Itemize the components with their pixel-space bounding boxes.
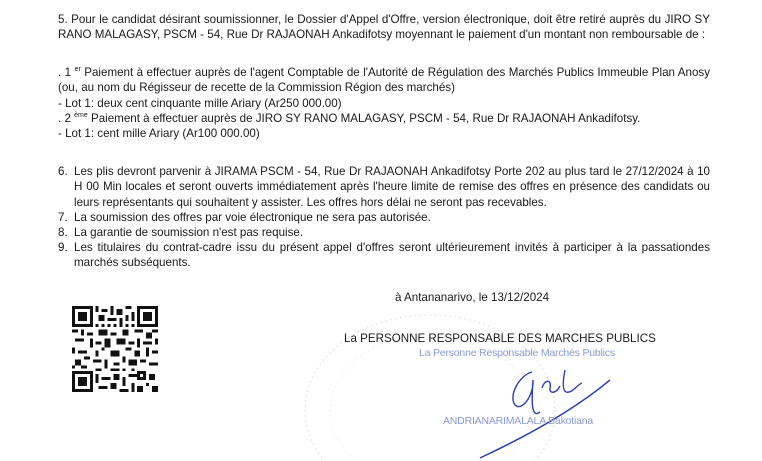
item-number: 9. xyxy=(58,241,68,254)
item-7 xyxy=(58,210,710,225)
item-8 xyxy=(58,225,710,240)
qr-code-icon xyxy=(72,306,158,392)
place-date: à Antananarivo, le 13/12/2024 xyxy=(395,291,550,304)
item-text: Les plis devront parvenir à JIRAMA PSCM - 54, Rue Dr RAJAONAH Ankadifotsy Porte 202 au plus tard le 27/12/2024 à 10 H 00 Min locales et seront ouverts immédiatement après l'heure limite de remise des offres en présence des candidats ou leurs représentants qui souhaitent y assister. Les offres hors délai ne seront pas recevables. xyxy=(74,165,710,209)
item-text: La soumission des offres par voie électronique ne sera pas autorisée. xyxy=(74,211,431,224)
item-text: Les titulaires du contrat-cadre issu du présent appel d'offres seront ultérieurement invités à participer à la passationdes marchés subséquents. xyxy=(74,241,710,270)
payment-1-lot-1: - Lot 1: deux cent cinquante mille Ariary (Ar250 000.00) xyxy=(58,97,342,110)
item-5-paragraph: 5. Pour le candidat désirant soumissionner, le Dossier d'Appel d'Offre, version électronique, doit être retiré auprès du JIRO SY RANO MALAGASY, PSCM - 54, Rue Dr RAJAONAH Ankadifotsy moyennant le paiement d'un montant non remboursable de : xyxy=(58,13,710,42)
item-number: 8. xyxy=(58,226,68,239)
signatory-title: La PERSONNE RESPONSABLE DES MARCHES PUBLICS xyxy=(344,332,656,345)
item-6 xyxy=(58,164,710,210)
item-text: La garantie de soumission n'est pas requise. xyxy=(74,226,304,239)
item-number: 7. xyxy=(58,211,68,224)
item-9 xyxy=(58,240,710,271)
stamp-title: La Personne Responsable Marchés Publics xyxy=(419,347,615,359)
handwritten-signature-icon xyxy=(470,350,620,461)
payment-1: . 1 $^{er}$ Paiement à effectuer auprès de l'agent Comptable de l'Autorité de Régulation des Marchés Publics Immeuble Plan Anosy (ou, au nom du Régisseur de recette de la Commission Région des marchés) xyxy=(58,66,710,95)
payment-2-lot-1: - Lot 1: cent mille Ariary (Ar100 000.00) xyxy=(58,127,260,140)
payment-2: . 2 $^{ème}$ Paiement à effectuer auprès de JIRO SY RANO MALAGASY, PSCM - 54, Rue Dr RAJAONAH Ankadifotsy. xyxy=(58,112,641,125)
stamp-name: ANDRIANARIMALALA Bakotiana xyxy=(443,415,594,427)
item-number: 6. xyxy=(58,165,68,178)
